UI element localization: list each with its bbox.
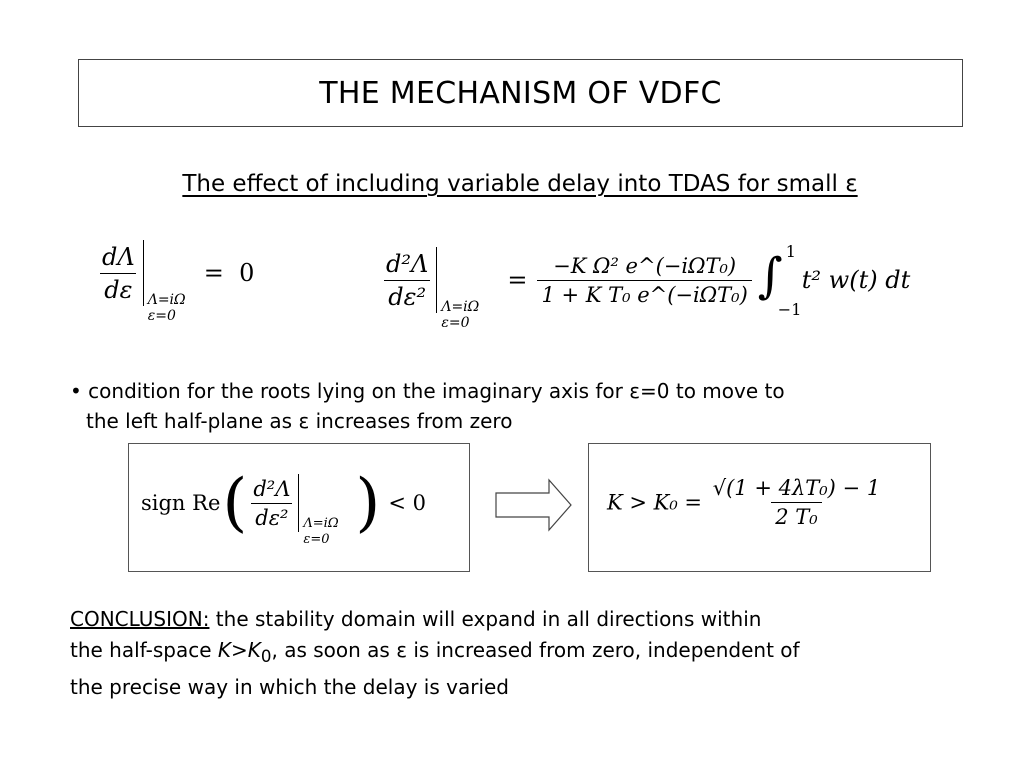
- bullet-marker: •: [70, 379, 82, 403]
- second-derivative-numerator: d²Λ: [386, 249, 429, 278]
- result-formula: [607, 476, 884, 529]
- condition-box: [128, 443, 470, 572]
- conclusion-line-1: the stability domain will expand in all directions within: [209, 607, 762, 631]
- bullet-condition: [70, 376, 950, 436]
- subtitle: The effect of including variable delay into TDAS for small ε: [182, 171, 858, 197]
- k0-symbol: K: [247, 638, 261, 662]
- sign-re-label: sign Re: [141, 491, 221, 515]
- integral-lower-limit: −1: [777, 300, 802, 319]
- evaluation-condition: Λ=iΩ ε=0: [441, 299, 480, 331]
- evaluation-condition: Λ=iΩ ε=0: [147, 292, 186, 324]
- evaluation-condition: Λ=iΩ ε=0: [303, 516, 339, 547]
- evaluation-bar: [298, 474, 355, 547]
- equation-first-derivative: [98, 240, 255, 324]
- conclusion-line-3: the precise way in which the delay is varied: [70, 675, 510, 699]
- conclusion-line-2b: , as soon as ε is increased from zero, independent of: [271, 638, 800, 662]
- condition-denominator: dε²: [251, 503, 292, 530]
- conclusion-line-2a: the half-space: [70, 638, 218, 662]
- integrand: t² w(t) dt: [801, 266, 911, 294]
- first-derivative-numerator: dΛ: [102, 242, 135, 271]
- right-arrow-icon: [494, 478, 574, 532]
- second-rhs-denominator: 1 + K T₀ e^(−iΩT₀): [537, 280, 751, 307]
- title-box: [78, 59, 963, 127]
- result-denominator: 2 T₀: [771, 502, 821, 529]
- second-derivative-denominator: dε²: [384, 280, 430, 311]
- bullet-line-1: condition for the roots lying on the imaginary axis for ε=0 to move to: [88, 379, 785, 403]
- condition-fraction: [249, 477, 294, 530]
- evaluation-bar: [436, 247, 497, 331]
- k-symbol: K: [217, 638, 231, 662]
- evaluation-bar: [143, 240, 204, 324]
- integral-sign-icon: ∫: [757, 248, 783, 304]
- page-title: THE MECHANISM OF VDFC: [319, 75, 722, 111]
- result-box: [588, 443, 931, 572]
- conclusion-heading: CONCLUSION:: [70, 607, 210, 631]
- first-derivative-rhs: = 0: [203, 259, 255, 287]
- equation-second-derivative: [382, 240, 911, 331]
- second-rhs-fraction: [537, 254, 751, 307]
- result-lhs: K > K₀ =: [607, 490, 703, 515]
- integral: [756, 240, 800, 320]
- gt-symbol: >: [231, 638, 248, 662]
- conclusion: [70, 604, 970, 703]
- result-fraction: [709, 476, 884, 529]
- right-paren-icon: ): [355, 466, 381, 540]
- equals-sign: =: [507, 266, 528, 294]
- condition-formula: [141, 466, 426, 547]
- second-rhs-numerator: −K Ω² e^(−iΩT₀): [553, 253, 737, 278]
- left-paren-icon: (: [222, 466, 248, 540]
- condition-numerator: d²Λ: [253, 476, 291, 501]
- integral-upper-limit: 1: [785, 242, 796, 261]
- k0-subscript: 0: [260, 647, 272, 666]
- second-derivative-fraction: [382, 250, 432, 311]
- result-numerator: √(1 + 4λT₀) − 1: [712, 476, 881, 500]
- condition-inequality: < 0: [388, 491, 426, 515]
- bullet-line-2: the left half-plane as ε increases from zero: [86, 409, 513, 433]
- first-derivative-denominator: dε: [100, 273, 136, 304]
- first-derivative-fraction: [98, 243, 139, 304]
